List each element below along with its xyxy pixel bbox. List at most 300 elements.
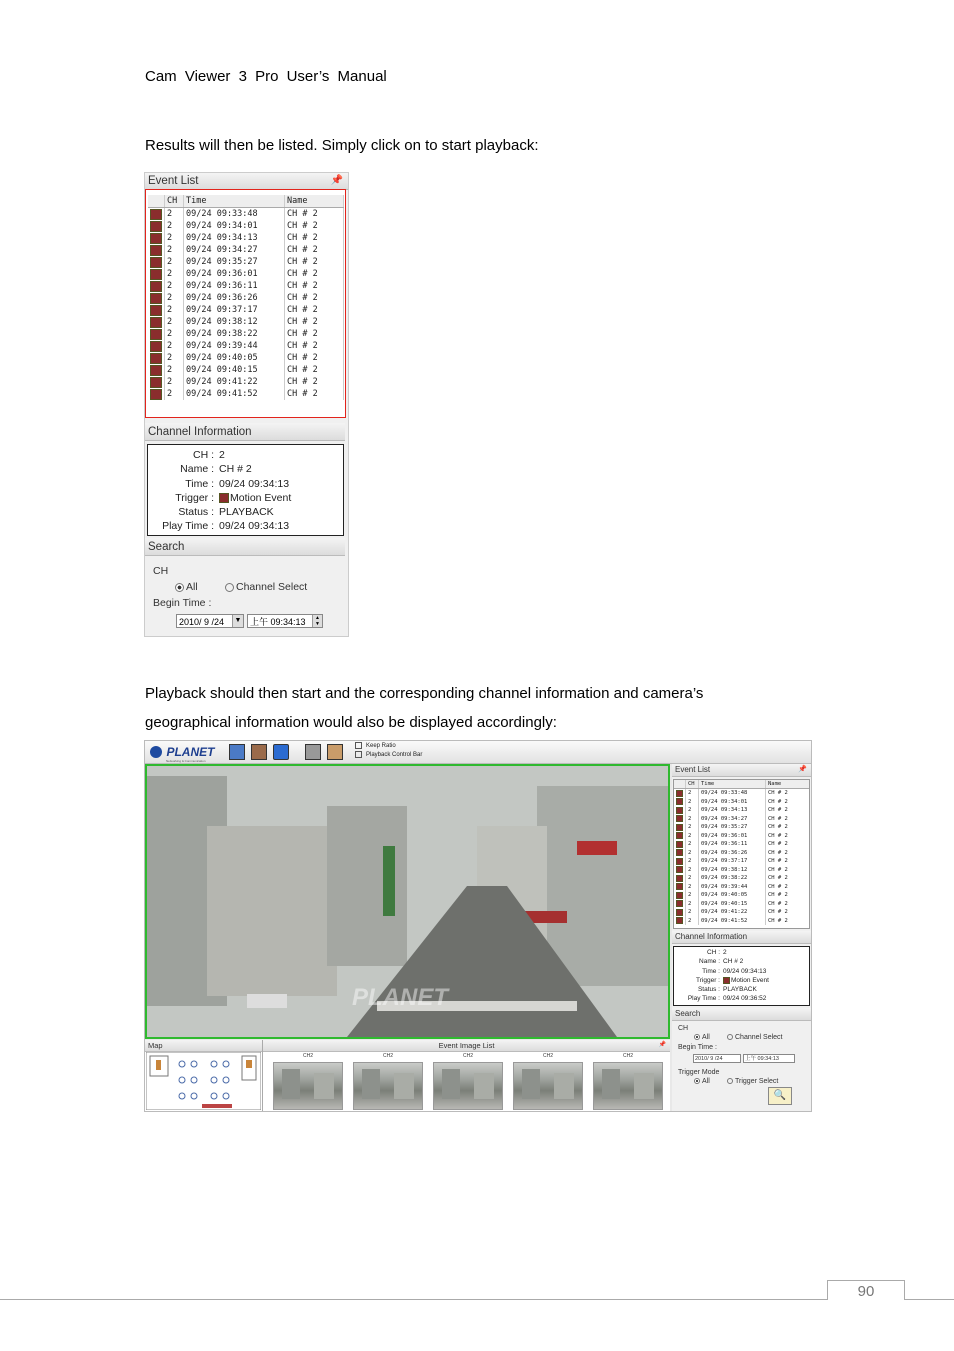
event-image-list-title: Event Image List xyxy=(438,1041,495,1050)
planet-logo-icon xyxy=(150,746,162,758)
app-event-name: CH # 2 xyxy=(766,832,810,841)
playback-icon[interactable] xyxy=(273,744,289,760)
record-icon[interactable] xyxy=(148,244,165,256)
spinner-icon[interactable]: ▲ ▼ xyxy=(312,615,322,627)
channel-info-value: Motion Event xyxy=(230,491,292,504)
channel-info-value: PLAYBACK xyxy=(219,506,274,519)
app-event-list-title-bar xyxy=(672,764,811,777)
app-event-row[interactable] xyxy=(674,866,810,875)
playback-paragraph-line2: geographical information would also be displayed accordingly: xyxy=(145,714,557,731)
app-event-name: CH # 2 xyxy=(766,917,810,926)
thumbnail-label: CH2 xyxy=(302,1053,313,1059)
app-event-time: 09/24 09:34:01 xyxy=(699,798,766,807)
event-thumbnail[interactable] xyxy=(593,1062,663,1110)
planet-logo-subtitle: Networking & Communication xyxy=(166,759,206,763)
app-event-row[interactable] xyxy=(674,900,810,909)
app-event-row[interactable] xyxy=(674,891,810,900)
app-event-time: 09/24 09:33:48 xyxy=(699,789,766,798)
map-title-bar xyxy=(145,1040,262,1052)
app-channel-info-value: CH # 2 xyxy=(723,958,744,966)
app-channel-info-value: 2 xyxy=(723,949,727,956)
thumbnail-label: CH2 xyxy=(622,1053,633,1059)
app-event-row[interactable] xyxy=(674,883,810,892)
app-record-icon[interactable] xyxy=(674,840,686,849)
app-event-name: CH # 2 xyxy=(766,823,810,832)
thumbnail-label: CH2 xyxy=(382,1053,393,1059)
red-sign xyxy=(577,841,617,855)
date-picker[interactable] xyxy=(176,614,244,628)
app-event-list-box xyxy=(673,779,810,929)
event-time: 09/24 09:40:15 xyxy=(184,364,285,376)
app-date-picker[interactable] xyxy=(693,1054,741,1063)
app-event-row[interactable] xyxy=(674,806,810,815)
app-event-row[interactable] xyxy=(674,789,810,798)
event-name: CH # 2 xyxy=(285,352,344,364)
channel-info-row xyxy=(148,505,343,519)
event-time: 09/24 09:39:44 xyxy=(184,340,285,352)
app-begin-time-label: Begin Time : xyxy=(678,1044,717,1051)
app-event-name: CH # 2 xyxy=(766,815,810,824)
app-event-time: 09/24 09:36:01 xyxy=(699,832,766,841)
channel-info-label: Name : xyxy=(180,463,214,476)
event-image-list-title-bar xyxy=(263,1040,670,1052)
app-event-list-header-row xyxy=(674,780,810,789)
event-row[interactable] xyxy=(148,364,344,376)
event-list-title-bar xyxy=(145,173,348,190)
app-event-time: 09/24 09:41:52 xyxy=(699,917,766,926)
app-record-icon[interactable] xyxy=(674,798,686,807)
event-ch: 2 xyxy=(165,292,184,304)
col-icon xyxy=(148,195,165,208)
app-col-ch[interactable]: CH xyxy=(686,780,699,789)
event-time: 09/24 09:41:52 xyxy=(184,388,285,400)
record-icon[interactable] xyxy=(148,316,165,328)
channel-info-row xyxy=(148,462,343,476)
app-channel-info-label: Time : xyxy=(702,967,720,975)
app-radio-all[interactable] xyxy=(694,1034,710,1041)
event-name: CH # 2 xyxy=(285,292,344,304)
event-list-header-row xyxy=(148,195,344,208)
event-ch: 2 xyxy=(165,208,184,221)
app-trigger-all-indicator[interactable] xyxy=(694,1078,700,1084)
app-event-ch: 2 xyxy=(686,917,699,926)
app-event-ch: 2 xyxy=(686,857,699,866)
event-thumbnail[interactable] xyxy=(433,1062,503,1110)
app-channel-info-row xyxy=(674,994,809,1003)
app-record-icon[interactable] xyxy=(674,832,686,841)
search-ch-label: CH xyxy=(153,565,169,577)
record-icon[interactable] xyxy=(148,232,165,244)
app-event-ch: 2 xyxy=(686,806,699,815)
app-event-name: CH # 2 xyxy=(766,806,810,815)
app-record-icon[interactable] xyxy=(674,806,686,815)
playback-control-label: Playback Control Bar xyxy=(366,752,423,759)
app-channel-info-label: Name : xyxy=(699,958,720,966)
app-radio-all-indicator[interactable] xyxy=(694,1034,700,1040)
channel-info-label: Play Time : xyxy=(162,520,214,533)
event-image-list-panel xyxy=(263,1040,670,1111)
app-event-time: 09/24 09:35:27 xyxy=(699,823,766,832)
app-col-icon xyxy=(674,780,686,789)
app-event-ch: 2 xyxy=(686,815,699,824)
channel-info-row xyxy=(148,448,343,462)
app-record-icon[interactable] xyxy=(674,866,686,875)
thumbnail-label: CH2 xyxy=(542,1053,553,1059)
app-event-ch: 2 xyxy=(686,798,699,807)
app-event-ch: 2 xyxy=(686,823,699,832)
app-time-picker[interactable] xyxy=(743,1054,795,1063)
side-panel-screenshot xyxy=(144,172,349,637)
radio-channel-select[interactable] xyxy=(225,581,307,593)
event-thumbnail[interactable] xyxy=(353,1062,423,1110)
radio-all-indicator[interactable] xyxy=(175,583,184,592)
app-search-ch-label: CH xyxy=(678,1025,689,1032)
app-event-time: 09/24 09:41:22 xyxy=(699,908,766,917)
schedule-icon[interactable] xyxy=(251,744,267,760)
record-icon[interactable] xyxy=(148,376,165,388)
app-event-row[interactable] xyxy=(674,857,810,866)
app-channel-info-label: CH : xyxy=(707,949,720,956)
col-ch[interactable]: CH xyxy=(165,195,184,208)
app-event-name: CH # 2 xyxy=(766,874,810,883)
event-row[interactable] xyxy=(148,244,344,256)
planet-logo-text: PLANET xyxy=(166,744,215,759)
time-picker[interactable] xyxy=(247,614,323,628)
app-event-list-title: Event List xyxy=(675,765,711,774)
event-ch: 2 xyxy=(165,352,184,364)
radio-channel-select-indicator[interactable] xyxy=(225,583,234,592)
footer-rule xyxy=(0,1299,954,1300)
event-ch: 2 xyxy=(165,376,184,388)
app-event-row[interactable] xyxy=(674,832,810,841)
event-name: CH # 2 xyxy=(285,232,344,244)
app-channel-info-title: Channel Information xyxy=(675,932,748,941)
app-record-icon[interactable] xyxy=(674,908,686,917)
event-row[interactable] xyxy=(148,316,344,328)
app-record-icon[interactable] xyxy=(674,874,686,883)
app-trigger-all-label: All xyxy=(702,1078,710,1085)
event-time: 09/24 09:38:12 xyxy=(184,316,285,328)
event-ch: 2 xyxy=(165,364,184,376)
event-ch: 2 xyxy=(165,220,184,232)
page-number-box xyxy=(827,1280,905,1300)
app-record-icon[interactable] xyxy=(674,917,686,926)
record-icon[interactable] xyxy=(148,208,165,221)
playback-paragraph-line1: Playback should then start and the corresponding channel information and camera’s xyxy=(145,685,704,702)
app-event-time: 09/24 09:38:22 xyxy=(699,874,766,883)
app-channel-info-value: 09/24 09:34:13 xyxy=(723,967,767,975)
event-name: CH # 2 xyxy=(285,388,344,400)
event-ch: 2 xyxy=(165,232,184,244)
event-ch: 2 xyxy=(165,340,184,352)
app-event-time: 09/24 09:34:13 xyxy=(699,806,766,815)
app-right-panel xyxy=(672,764,811,1111)
app-event-ch: 2 xyxy=(686,874,699,883)
channel-info-value: 2 xyxy=(219,449,225,461)
app-event-time: 09/24 09:36:26 xyxy=(699,849,766,858)
app-event-ch: 2 xyxy=(686,849,699,858)
event-name: CH # 2 xyxy=(285,316,344,328)
channel-info-row xyxy=(148,477,343,491)
app-trigger-radio-select[interactable] xyxy=(727,1078,778,1085)
event-ch: 2 xyxy=(165,244,184,256)
app-event-ch: 2 xyxy=(686,891,699,900)
event-row[interactable] xyxy=(148,208,344,221)
app-event-row[interactable] xyxy=(674,823,810,832)
event-ch: 2 xyxy=(165,388,184,400)
floor-map-image[interactable] xyxy=(146,1052,261,1110)
radio-all-label: All xyxy=(186,581,198,593)
channel-info-title-bar xyxy=(145,423,345,441)
event-name: CH # 2 xyxy=(285,208,344,221)
event-name: CH # 2 xyxy=(285,328,344,340)
radio-channel-select-label: Channel Select xyxy=(236,581,308,593)
event-row[interactable] xyxy=(148,304,344,316)
video-view[interactable] xyxy=(145,764,670,1039)
record-icon[interactable] xyxy=(148,280,165,292)
record-icon[interactable] xyxy=(148,328,165,340)
app-channel-info-value: Motion Event xyxy=(731,976,769,984)
app-channel-info-value: PLAYBACK xyxy=(723,986,757,994)
channel-info-label: CH : xyxy=(193,449,214,461)
app-event-name: CH # 2 xyxy=(766,866,810,875)
building-left-2 xyxy=(207,826,337,996)
app-event-row[interactable] xyxy=(674,874,810,883)
record-icon[interactable] xyxy=(148,268,165,280)
app-record-icon[interactable] xyxy=(674,815,686,824)
app-event-ch: 2 xyxy=(686,789,699,798)
record-icon[interactable] xyxy=(148,292,165,304)
channel-info-row xyxy=(148,519,343,533)
app-event-time: 09/24 09:39:44 xyxy=(699,883,766,892)
app-event-name: CH # 2 xyxy=(766,789,810,798)
channel-info-box xyxy=(147,444,344,536)
app-event-row[interactable] xyxy=(674,908,810,917)
app-event-row[interactable] xyxy=(674,815,810,824)
playback-control-checkbox[interactable] xyxy=(355,751,362,758)
app-radio-channel-select-label: Channel Select xyxy=(735,1034,783,1041)
event-row[interactable] xyxy=(148,328,344,340)
app-record-icon[interactable] xyxy=(674,883,686,892)
keep-ratio-label: Keep Ratio xyxy=(366,743,396,750)
channel-info-row xyxy=(148,491,343,505)
event-row[interactable] xyxy=(148,292,344,304)
app-event-time: 09/24 09:38:12 xyxy=(699,866,766,875)
thumbnail-label: CH2 xyxy=(462,1053,473,1059)
record-icon[interactable] xyxy=(148,220,165,232)
app-event-name: CH # 2 xyxy=(766,857,810,866)
app-event-time: 09/24 09:40:05 xyxy=(699,891,766,900)
app-channel-info-row xyxy=(674,967,809,976)
app-record-icon[interactable] xyxy=(674,891,686,900)
channel-info-value: 09/24 09:34:13 xyxy=(219,477,290,490)
event-row[interactable] xyxy=(148,340,344,352)
app-event-row[interactable] xyxy=(674,840,810,849)
option-playback-control[interactable] xyxy=(355,751,422,758)
radio-all[interactable] xyxy=(175,581,198,593)
col-time[interactable]: Time xyxy=(184,195,285,208)
app-event-ch: 2 xyxy=(686,900,699,909)
channel-info-label: Time : xyxy=(185,477,214,490)
app-radio-channel-select-indicator[interactable] xyxy=(727,1034,733,1040)
app-channel-info-label: Play Time : xyxy=(687,995,720,1003)
event-name: CH # 2 xyxy=(285,376,344,388)
event-name: CH # 2 xyxy=(285,220,344,232)
event-thumbnail[interactable] xyxy=(513,1062,583,1110)
intro-paragraph: Results will then be listed. Simply click on to start playback: xyxy=(145,137,539,154)
app-event-ch: 2 xyxy=(686,908,699,917)
map-panel xyxy=(145,1040,263,1111)
time-value: 上午 09:34:13 xyxy=(250,617,306,627)
search-title-bar xyxy=(145,538,345,556)
app-channel-info-value: 09/24 09:36:52 xyxy=(723,995,767,1003)
event-time: 09/24 09:41:22 xyxy=(184,376,285,388)
event-name: CH # 2 xyxy=(285,340,344,352)
app-col-time[interactable]: Time xyxy=(699,780,766,789)
event-row[interactable] xyxy=(148,232,344,244)
channel-info-value: CH # 2 xyxy=(219,463,252,476)
col-name[interactable]: Name xyxy=(285,195,344,208)
event-time: 09/24 09:34:01 xyxy=(184,220,285,232)
app-event-ch: 2 xyxy=(686,840,699,849)
event-time: 09/24 09:36:11 xyxy=(184,280,285,292)
app-channel-info-row xyxy=(674,985,809,994)
event-time: 09/24 09:34:27 xyxy=(184,244,285,256)
event-name: CH # 2 xyxy=(285,268,344,280)
app-event-name: CH # 2 xyxy=(766,840,810,849)
app-channel-info-row xyxy=(674,976,809,985)
event-image-pin-icon[interactable]: 📌 xyxy=(658,1042,666,1048)
app-event-ch: 2 xyxy=(686,866,699,875)
app-record-icon[interactable] xyxy=(674,849,686,858)
event-time: 09/24 09:36:26 xyxy=(184,292,285,304)
app-pin-icon[interactable]: 📌 xyxy=(798,766,807,773)
page-number: 90 xyxy=(857,1283,875,1300)
event-row[interactable] xyxy=(148,280,344,292)
event-ch: 2 xyxy=(165,268,184,280)
event-name: CH # 2 xyxy=(285,244,344,256)
event-name: CH # 2 xyxy=(285,280,344,292)
layout-icon[interactable] xyxy=(305,744,321,760)
pin-icon[interactable]: 📌 xyxy=(330,175,343,186)
channel-info-label: Status : xyxy=(178,506,214,519)
event-row[interactable] xyxy=(148,256,344,268)
search-magnifier-icon[interactable]: 🔍 xyxy=(768,1087,792,1105)
event-time: 09/24 09:38:22 xyxy=(184,328,285,340)
application-screenshot xyxy=(144,740,812,1112)
dropdown-arrow-icon[interactable]: ▼ xyxy=(232,615,243,627)
app-channel-info-row xyxy=(674,957,809,966)
app-radio-all-label: All xyxy=(702,1034,710,1041)
video-watermark: PLANET xyxy=(352,984,448,1011)
app-trigger-mode-label: Trigger Mode xyxy=(678,1069,720,1076)
app-event-name: CH # 2 xyxy=(766,900,810,909)
app-radio-channel-select[interactable] xyxy=(727,1034,782,1041)
event-row[interactable] xyxy=(148,388,344,400)
channel-info-label: Trigger : xyxy=(175,491,214,504)
event-time: 09/24 09:34:13 xyxy=(184,232,285,244)
event-row[interactable] xyxy=(148,268,344,280)
option-keep-ratio[interactable] xyxy=(355,742,396,749)
event-name: CH # 2 xyxy=(285,364,344,376)
vehicle xyxy=(247,994,287,1008)
app-col-name[interactable]: Name xyxy=(766,780,810,789)
app-event-time: 09/24 09:34:27 xyxy=(699,815,766,824)
record-icon[interactable] xyxy=(148,304,165,316)
app-event-name: CH # 2 xyxy=(766,798,810,807)
app-trigger-select-label: Trigger Select xyxy=(735,1078,779,1085)
app-channel-info-row xyxy=(674,948,809,957)
event-ch: 2 xyxy=(165,280,184,292)
app-event-name: CH # 2 xyxy=(766,849,810,858)
channel-info-value: 09/24 09:34:13 xyxy=(219,520,290,533)
record-icon[interactable] xyxy=(148,388,165,400)
app-event-row[interactable] xyxy=(674,849,810,858)
event-time: 09/24 09:40:05 xyxy=(184,352,285,364)
app-event-name: CH # 2 xyxy=(766,883,810,892)
app-search-title-bar xyxy=(672,1008,811,1021)
app-event-row[interactable] xyxy=(674,917,810,926)
snapshot-icon[interactable] xyxy=(327,744,343,760)
app-event-row[interactable] xyxy=(674,798,810,807)
event-ch: 2 xyxy=(165,328,184,340)
planet-logo xyxy=(150,743,214,763)
keep-ratio-checkbox[interactable] xyxy=(355,742,362,749)
event-name: CH # 2 xyxy=(285,304,344,316)
app-event-time: 09/24 09:40:15 xyxy=(699,900,766,909)
green-sign xyxy=(383,846,395,916)
app-channel-info-box xyxy=(673,946,810,1006)
event-list-title: Event List xyxy=(148,175,199,187)
map-title: Map xyxy=(148,1041,163,1050)
app-toolbar xyxy=(145,741,811,764)
event-list-highlight xyxy=(145,189,346,418)
document-header: Cam Viewer 3 Pro User’s Manual xyxy=(145,68,387,85)
monitor-view-icon[interactable] xyxy=(229,744,245,760)
event-time: 09/24 09:33:48 xyxy=(184,208,285,221)
event-row[interactable] xyxy=(148,352,344,364)
app-trigger-select-indicator[interactable] xyxy=(727,1078,733,1084)
app-record-icon[interactable] xyxy=(674,789,686,798)
event-time: 09/24 09:36:01 xyxy=(184,268,285,280)
app-trigger-radio-all[interactable] xyxy=(694,1078,710,1085)
record-icon[interactable] xyxy=(148,352,165,364)
event-row[interactable] xyxy=(148,220,344,232)
app-event-ch: 2 xyxy=(686,832,699,841)
app-event-ch: 2 xyxy=(686,883,699,892)
record-icon[interactable] xyxy=(148,340,165,352)
app-channel-info-label: Status : xyxy=(697,986,720,994)
app-record-icon[interactable] xyxy=(674,857,686,866)
app-event-list-table xyxy=(674,780,810,925)
event-row[interactable] xyxy=(148,376,344,388)
event-ch: 2 xyxy=(165,256,184,268)
app-record-icon[interactable] xyxy=(674,900,686,909)
record-icon[interactable] xyxy=(148,256,165,268)
app-search-title: Search xyxy=(675,1009,701,1018)
event-ch: 2 xyxy=(165,304,184,316)
app-event-time: 09/24 09:36:11 xyxy=(699,840,766,849)
record-icon[interactable] xyxy=(148,364,165,376)
date-value: 2010/ 9 /24 xyxy=(179,617,225,627)
event-thumbnail[interactable] xyxy=(273,1062,343,1110)
search-title: Search xyxy=(148,541,185,553)
event-time: 09/24 09:37:17 xyxy=(184,304,285,316)
channel-info-title: Channel Information xyxy=(148,426,252,438)
app-record-icon[interactable] xyxy=(674,823,686,832)
app-date-value: 2010/ 9 /24 xyxy=(695,1056,723,1062)
event-list-table xyxy=(148,195,344,400)
